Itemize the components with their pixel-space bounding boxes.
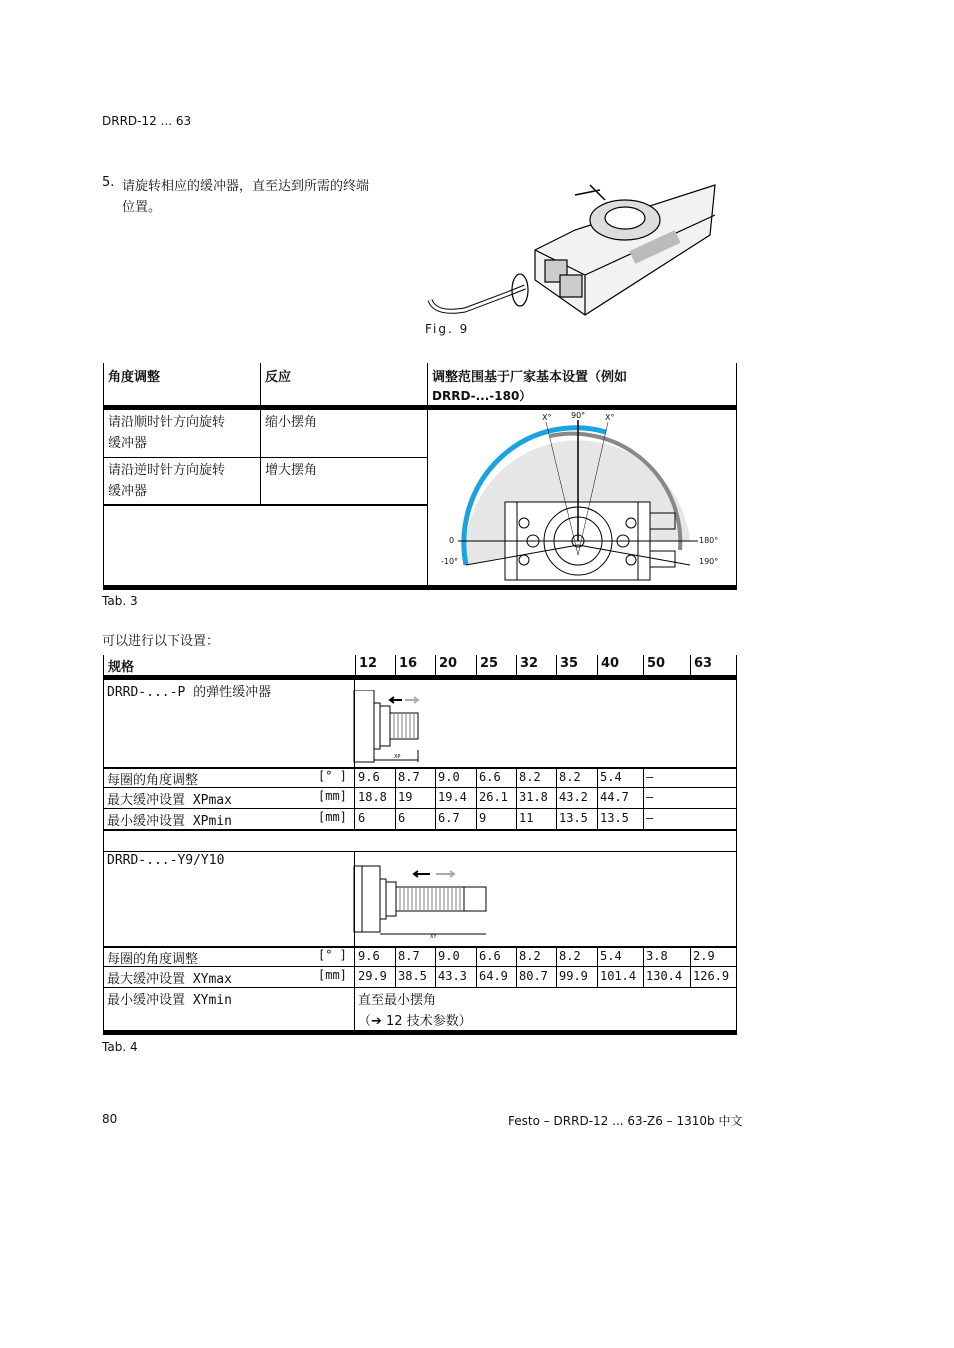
row-unit: [° ] xyxy=(318,948,347,962)
column-divider xyxy=(435,768,436,788)
column-divider xyxy=(690,967,691,987)
column-divider xyxy=(597,768,598,788)
value-cell: 31.8 xyxy=(519,790,548,804)
column-divider xyxy=(476,655,477,675)
column-divider xyxy=(435,947,436,967)
dim-xy: XY xyxy=(430,934,437,940)
column-divider xyxy=(476,809,477,829)
column-divider xyxy=(690,655,691,675)
column-divider xyxy=(516,809,517,829)
column-divider xyxy=(476,967,477,987)
tab3-header-angle: 角度调整 xyxy=(108,370,161,385)
value-cell: – xyxy=(646,790,654,804)
label-190: 190° xyxy=(699,557,719,566)
tab3-header-range-2: DRRD-...-180） xyxy=(432,389,532,403)
value-cell: – xyxy=(646,811,654,825)
label-x-right: X° xyxy=(605,413,615,422)
value-cell: 8.2 xyxy=(559,770,581,784)
size-header: 40 xyxy=(601,656,620,671)
value-cell: 8.7 xyxy=(398,949,420,963)
value-cell: 18.8 xyxy=(358,790,387,804)
value-cell: 64.9 xyxy=(479,969,508,983)
value-cell: 6.7 xyxy=(438,811,460,825)
row-label: 每圈的角度调整 xyxy=(107,773,199,788)
value-cell: 9 xyxy=(479,811,487,825)
tab3-row2-reaction: 增大摆角 xyxy=(265,463,318,478)
column-divider xyxy=(516,655,517,675)
adjustment-range-diagram xyxy=(428,410,736,585)
value-cell: 29.9 xyxy=(358,969,387,983)
value-cell: – xyxy=(646,770,654,784)
column-divider xyxy=(476,768,477,788)
step-text-1: 请旋转相应的缓冲器，直至达到所需的终端 xyxy=(122,179,370,194)
column-divider xyxy=(597,788,598,808)
row-label: 每圈的角度调整 xyxy=(107,952,199,967)
column-divider xyxy=(476,947,477,967)
column-divider xyxy=(395,947,396,967)
column-divider xyxy=(597,947,598,967)
tab3-header-reaction: 反应 xyxy=(265,370,292,385)
value-cell: 5.4 xyxy=(600,770,622,784)
value-cell: 11 xyxy=(519,811,534,825)
value-cell: 130.4 xyxy=(646,969,683,983)
fig9-drawing xyxy=(425,175,725,325)
value-cell: 38.5 xyxy=(398,969,427,983)
fig9-caption: Fig. 9 xyxy=(425,322,470,336)
value-cell: 8.2 xyxy=(519,770,541,784)
value-cell: 101.4 xyxy=(600,969,637,983)
value-cell: 19 xyxy=(398,790,413,804)
column-divider xyxy=(516,947,517,967)
section-y-title: DRRD-...-Y9/Y10 xyxy=(107,853,225,868)
value-cell: 26.1 xyxy=(479,790,508,804)
row-unit: [mm] xyxy=(318,810,347,824)
size-header: 16 xyxy=(399,656,418,671)
column-divider xyxy=(597,809,598,829)
label-180: 180° xyxy=(699,536,719,545)
tab3-row1-reaction: 缩小摆角 xyxy=(265,415,318,430)
value-cell: 9.0 xyxy=(438,770,460,784)
value-cell: 19.4 xyxy=(438,790,467,804)
value-cell: 9.6 xyxy=(358,770,380,784)
column-divider xyxy=(395,809,396,829)
column-divider xyxy=(643,947,644,967)
column-divider xyxy=(556,967,557,987)
size-header: 12 xyxy=(359,656,378,671)
row-unit: [mm] xyxy=(318,789,347,803)
value-cell: 2.9 xyxy=(693,949,715,963)
value-cell: 5.4 xyxy=(600,949,622,963)
column-divider xyxy=(556,788,557,808)
column-divider xyxy=(556,655,557,675)
column-divider xyxy=(643,967,644,987)
value-cell: 6.6 xyxy=(479,949,501,963)
value-cell: 43.2 xyxy=(559,790,588,804)
step-text-2: 位置。 xyxy=(122,200,162,215)
intro-text: 可以进行以下设置： xyxy=(102,634,220,649)
value-cell: 6 xyxy=(358,811,366,825)
column-divider xyxy=(556,947,557,967)
column-divider xyxy=(435,967,436,987)
value-cell: 99.9 xyxy=(559,969,588,983)
footer-doc: Festo – DRRD-12 ... 63-Z6 – 1310b 中文 xyxy=(508,1114,743,1128)
column-divider xyxy=(643,768,644,788)
cushion-p-drawing xyxy=(352,690,432,765)
column-divider xyxy=(643,809,644,829)
size-header: 63 xyxy=(694,656,713,671)
column-divider xyxy=(395,967,396,987)
value-cell: 13.5 xyxy=(559,811,588,825)
row-label: 最大缓冲设置 XYmax xyxy=(107,972,232,987)
column-divider xyxy=(395,655,396,675)
column-divider xyxy=(556,768,557,788)
value-cell: 44.7 xyxy=(600,790,629,804)
size-header: 20 xyxy=(439,656,458,671)
column-divider xyxy=(395,768,396,788)
tab3-row1-action-2: 缓冲器 xyxy=(108,436,148,451)
tab3-caption: Tab. 3 xyxy=(102,594,138,608)
column-divider xyxy=(643,655,644,675)
value-cell: 3.8 xyxy=(646,949,668,963)
column-divider xyxy=(516,768,517,788)
value-cell: 8.2 xyxy=(559,949,581,963)
row-label: 最小缓冲设置 XPmin xyxy=(107,814,232,829)
size-header: 32 xyxy=(520,656,539,671)
xymin-label: 最小缓冲设置 XYmin xyxy=(107,993,232,1008)
label-minus10: -10° xyxy=(441,557,459,566)
row-label: 最大缓冲设置 XPmax xyxy=(107,793,232,808)
value-cell: 6.6 xyxy=(479,770,501,784)
value-cell: 8.7 xyxy=(398,770,420,784)
dim-xp: XP xyxy=(394,754,401,760)
label-90: 90° xyxy=(571,411,586,420)
value-cell: 6 xyxy=(398,811,406,825)
tab3-row1-action: 请沿顺时针方向旋转 xyxy=(108,415,226,430)
cushion-y-drawing xyxy=(352,862,492,942)
column-divider xyxy=(435,809,436,829)
value-cell: 8.2 xyxy=(519,949,541,963)
xymin-text-2: （➔ 12 技术参数） xyxy=(358,1014,472,1029)
size-header: 35 xyxy=(560,656,579,671)
xymin-text-1: 直至最小摆角 xyxy=(358,993,437,1008)
section-p-title: DRRD-...-P 的弹性缓冲器 xyxy=(107,685,272,700)
value-cell: 9.6 xyxy=(358,949,380,963)
column-divider xyxy=(395,788,396,808)
value-cell: 80.7 xyxy=(519,969,548,983)
value-cell: 126.9 xyxy=(693,969,730,983)
row-unit: [mm] xyxy=(318,968,347,982)
column-divider xyxy=(435,788,436,808)
step-number: 5. xyxy=(102,175,115,190)
column-divider xyxy=(516,967,517,987)
tab4-caption: Tab. 4 xyxy=(102,1040,138,1054)
page-number: 80 xyxy=(102,1112,118,1126)
column-divider xyxy=(597,967,598,987)
column-divider xyxy=(597,655,598,675)
tab3-row2-action: 请沿逆时针方向旋转 xyxy=(108,463,226,478)
value-cell: 9.0 xyxy=(438,949,460,963)
column-divider xyxy=(355,655,356,675)
tab3-row2-action-2: 缓冲器 xyxy=(108,484,148,499)
value-cell: 43.3 xyxy=(438,969,467,983)
label-x-left: X° xyxy=(542,413,552,422)
column-divider xyxy=(643,788,644,808)
tab4-spec-label: 规格 xyxy=(108,660,135,675)
header-product: DRRD-12 ... 63 xyxy=(102,114,192,128)
value-cell: 13.5 xyxy=(600,811,629,825)
column-divider xyxy=(556,809,557,829)
column-divider xyxy=(516,788,517,808)
row-unit: [° ] xyxy=(318,769,347,783)
column-divider xyxy=(476,788,477,808)
column-divider xyxy=(435,655,436,675)
tab3-header-range: 调整范围基于厂家基本设置（例如 xyxy=(432,370,628,385)
label-0: 0 xyxy=(449,536,455,545)
size-header: 25 xyxy=(480,656,499,671)
column-divider xyxy=(690,947,691,967)
size-header: 50 xyxy=(647,656,666,671)
